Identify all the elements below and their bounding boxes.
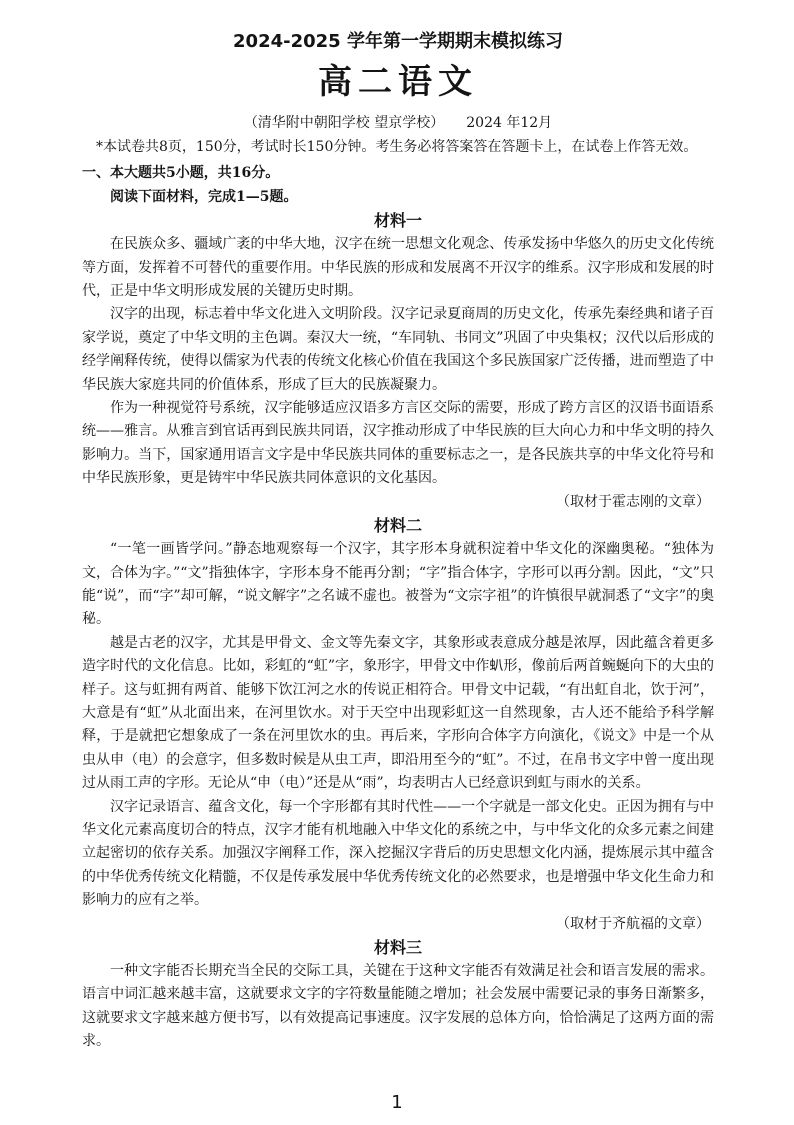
material-1-paragraph: 作为一种视觉符号系统，汉字能够适应汉语多方言区交际的需要，形成了跨方言区的汉语书面语系统——雅言。从雅言到官话再到民族共同语，汉字推动形成了中华民族的巨大向心力和中华文明的持久影响力。当下，国家通用语言文字是中华民族共同体的重要标志之一，是各民族共享的中华文化符号和中华民族形象，更是铸牢中华民族共同体意识的文化基因。 [82,400,714,487]
school-names: （清华附中朝阳学校 望京学校） [243,115,445,131]
material-1-title: 材料一 [373,211,422,231]
exam-notice: *本试卷共8页，150分，考试时长150分钟。考生务必将答案答在答题卡上，在试卷上作答无效。 [96,139,698,155]
material-1-paragraph: 在民族众多、疆域广袤的中华大地，汉字在统一思想文化观念、传承发扬中华悠久的历史文化传统等方面，发挥着不可替代的重要作用。中华民族的形成和发展离不开汉字的维系。汉字形成和发展的时代，正是中华文明形成发展的关键历史时期。 [82,236,714,300]
section-heading: 一、本大题共5小题，共16分。 [82,165,280,182]
material-1-source: （取材于霍志刚的文章） [556,493,710,510]
school-line [82,112,714,134]
section-instruction: 阅读下面材料，完成1—5题。 [110,188,298,205]
material-3-paragraph: 一种文字能否长期充当全民的交际工具，关键在于这种文字能否有效满足社会和语言发展的需求。语言中词汇越来越丰富，这就要求文字的字符数量能随之增加；社会发展中需要记录的事务日渐繁多，这就要求文字越来越方便书写，以有效提高记事速度。汉字发展的总体方向，恰恰满足了这两方面的需求。 [82,963,714,1050]
material-2-paragraph: 越是古老的汉字，尤其是甲骨文、金文等先秦文字，其象形或表意成分越是浓厚，因此蕴含着更多造字时代的文化信息。比如，彩虹的“虹”字，象形字，甲骨文中作𧈢形，像前后两首蜿蜒向下的大虫的样子。这与虹拥有两首、能够下饮江河之水的传说正相符合。甲骨文中记载，“有出虹自北，饮于河”，大意是有“虹”从北面出来，在河里饮水。对于天空中出现彩虹这一自然现象，古人还不能给予科学解释，于是就把它想象成了一条在河里饮水的虫。再后来，字形向合体字方向演化，《说文》中是一个从虫从申（电）的会意字，但多数时候是从虫工声，即沿用至今的“虹”。不过，在帛书文字中曾一度出现过从雨工声的字形。无论从“申（电）”还是从“雨”，均表明古人已经意识到虹与雨水的关系。 [82,634,714,792]
material-2-paragraph: “一笔一画皆学问。”静态地观察每一个汉字，其字形本身就积淀着中华文化的深幽奥秘。“独体为文，合体为字。”“文”指独体字，字形本身不能再分割；“字”指合体字，字形可以再分割。因此，“文”只能“说”，而“字”却可解，“说文解字”之名诚不虚也。被誉为“文宗字祖”的许慎很早就洞悉了“文字”的奥秘。 [82,541,714,628]
material-2-source: （取材于齐航福的文章） [556,915,710,932]
material-3-title: 材料三 [373,938,422,957]
material-1-paragraph: 汉字的出现，标志着中华文化进入文明阶段。汉字记录夏商周的历史文化，传承先秦经典和诸子百家学说，奠定了中华文明的主色调。秦汉大一统，“车同轨、书同文”巩固了中央集权；汉代以后形成的经学阐释传统，使得以儒家为代表的传统文化核心价值在我国这个多民族国家广泛传播，进而塑造了中华民族大家庭共同的价值体系，形成了巨大的民族凝聚力。 [82,306,714,393]
page-number: 1 [391,1092,403,1113]
material-2-title: 材料二 [373,516,422,536]
subject-title: 高二语文 [318,62,478,102]
material-2-paragraph: 汉字记录语言、蕴含文化，每一个字形都有其时代性——一个字就是一部文化史。正因为拥有与中华文化元素高度切合的特点，汉字才能有机地融入中华文化的系统之中，与中华文化的众多元素之间建立起密切的依存关系。加强汉字阐释工作，深入挖掘汉字背后的历史思想文化内涵，提炼展示其中蕴含的中华优秀传统文化精髓，不仅是传承发展中华优秀传统文化的必然要求，也是增强中华文化生命力和影响力的应有之举。 [82,798,714,909]
exam-date: 2024 年12月 [466,115,553,131]
exam-title: 2024-2025 学年第一学期期末模拟练习 [233,31,563,52]
